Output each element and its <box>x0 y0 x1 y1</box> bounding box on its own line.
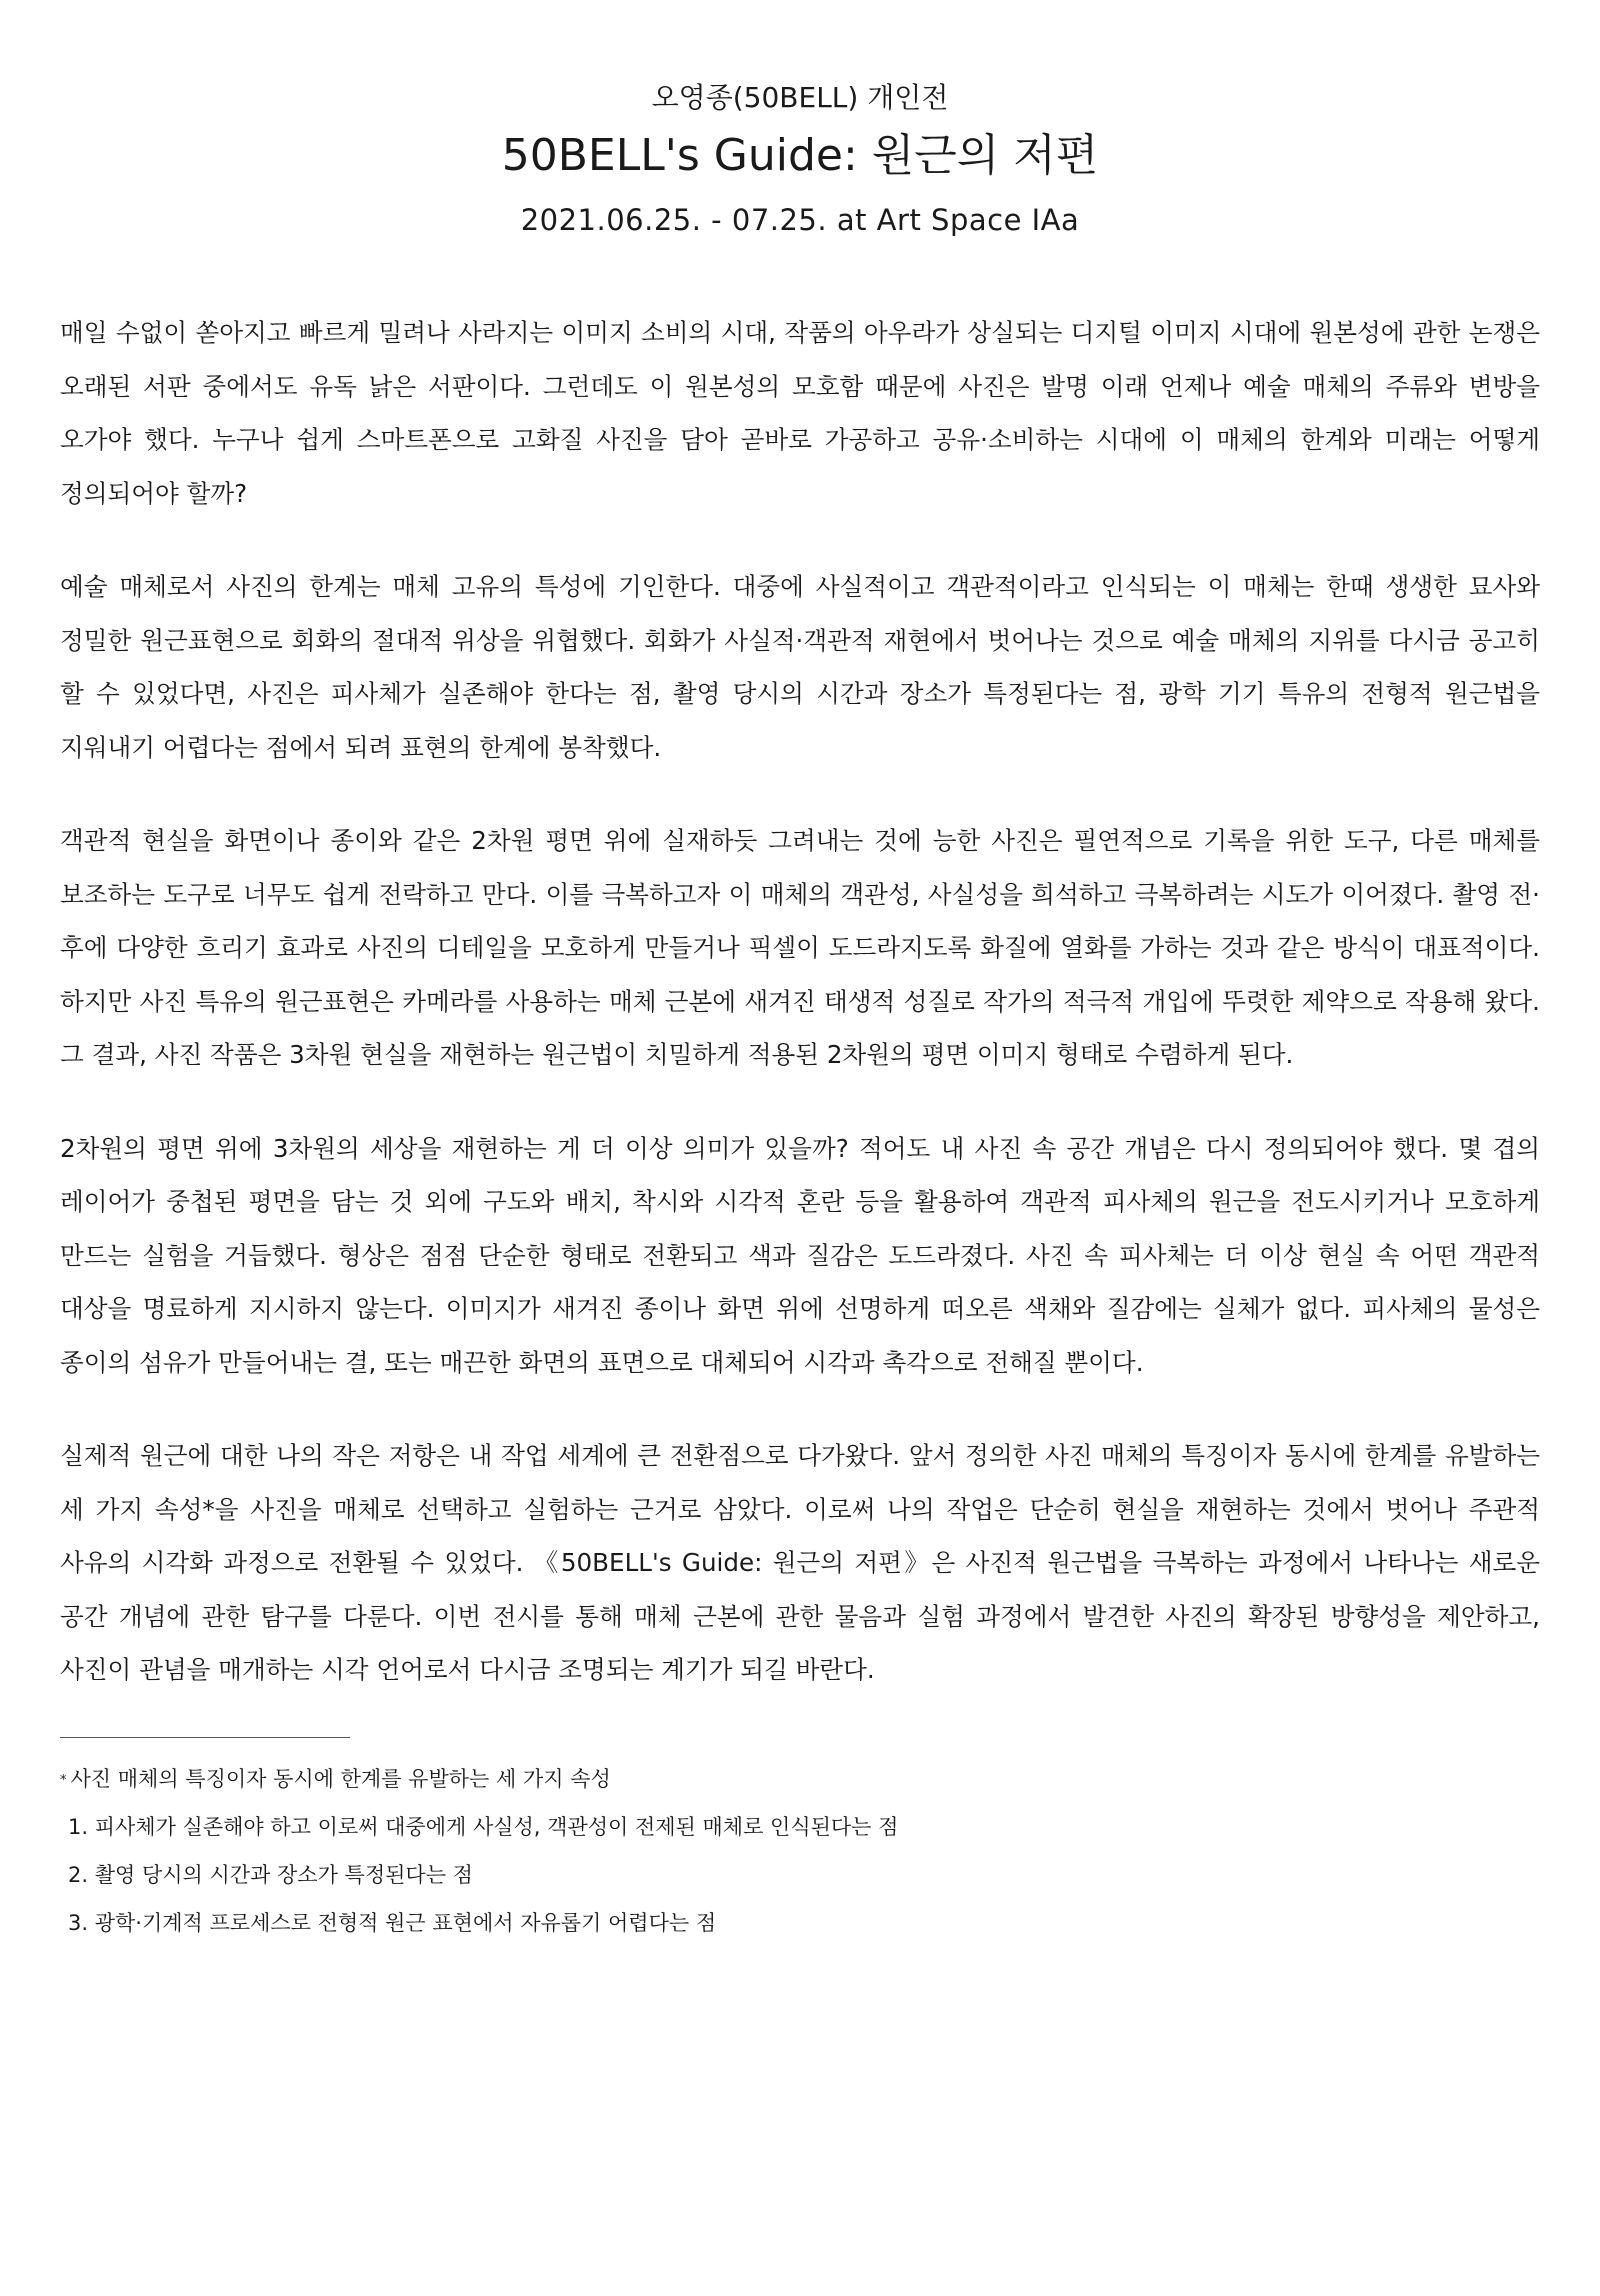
essay-paragraph-4: 2차원의 평면 위에 3차원의 세상을 재현하는 게 더 이상 의미가 있을까? 적어도 내 사진 속 공간 개념은 다시 정의되어야 했다. 몇 겹의 레이어가 중첩된 평면을 담는 것 외에 구도와 배치, 착시와 시각적 혼란 등을 활용하여 객관적 피사체의 원근을 전도시키거나 모호하게 만드는 실험을 거듭했다. 형상은 점점 단순한 형태로 전환되고 색과 질감은 도드라졌다. 사진 속 피사체는 더 이상 현실 속 어떤 객관적 대상을 명료하게 지시하지 않는다. 이미지가 새겨진 종이나 화면 위에 선명하게 떠오른 색채와 질감에는 실체가 없다. 피사체의 물성은 종이의 섬유가 만들어내는 결, 또는 매끈한 화면의 표면으로 대체되어 시각과 촉각으로 전해질 뿐이다. <box>60 1133 1540 1377</box>
footnote-list <box>60 1812 1540 1938</box>
footnote-heading-text: 사진 매체의 특징이자 동시에 한계를 유발하는 세 가지 속성 <box>70 1766 611 1791</box>
footnote-divider <box>60 1737 350 1738</box>
essay-paragraph-1: 매일 수없이 쏟아지고 빠르게 밀려나 사라지는 이미지 소비의 시대, 작품의 아우라가 상실되는 디지털 이미지 시대에 원본성에 관한 논쟁은 오래된 서판 중에서도 유독 낡은 서판이다. 그런데도 이 원본성의 모호함 때문에 사진은 발명 이래 언제나 예술 매체의 주류와 변방을 오가야 했다. 누구나 쉽게 스마트폰으로 고화질 사진을 담아 곧바로 가공하고 공유·소비하는 시대에 이 매체의 한계와 미래는 어떻게 정의되어야 할까? <box>60 318 1540 508</box>
essay-paragraph-2: 예술 매체로서 사진의 한계는 매체 고유의 특성에 기인한다. 대중에 사실적이고 객관적이라고 인식되는 이 매체는 한때 생생한 묘사와 정밀한 원근표현으로 회화의 절대적 위상을 위협했다. 회화가 사실적·객관적 재현에서 벗어나는 것으로 예술 매체의 지위를 다시금 공고히 할 수 있었다면, 사진은 피사체가 실존해야 한다는 점, 촬영 당시의 시간과 장소가 특정된다는 점, 광학 기기 특유의 전형적 원근법을 지워내기 어렵다는 점에서 되려 표현의 한계에 봉착했다. <box>60 572 1540 762</box>
essay-paragraph-5: 실제적 원근에 대한 나의 작은 저항은 내 작업 세계에 큰 전환점으로 다가왔다. 앞서 정의한 사진 매체의 특징이자 동시에 한계를 유발하는 세 가지 속성*을 사진을 매체로 선택하고 실험하는 근거로 삼았다. 이로써 나의 작업은 단순히 현실을 재현하는 것에서 벗어나 주관적 사유의 시각화 과정으로 전환될 수 있었다. 《50BELL's Guide: 원근의 저편》은 사진적 원근법을 극복하는 과정에서 나타나는 새로운 공간 개념에 관한 탐구를 다룬다. 이번 전시를 통해 매체 근본에 관한 물음과 실험 과정에서 발견한 사진의 확장된 방향성을 제안하고, 사진이 관념을 매개하는 시각 언어로서 다시금 조명되는 계기가 되길 바란다. <box>60 1441 1540 1684</box>
footnote-item-1: 1. 피사체가 실존해야 하고 이로써 대중에게 사실성, 객관성이 전제된 매체로 인식된다는 점 <box>68 1814 899 1839</box>
exhibition-subtitle: 오영종(50BELL) 개인전 <box>651 81 949 114</box>
footnote-marker: * <box>60 1772 67 1788</box>
footnote-heading <box>60 1764 1540 1794</box>
footnote-item-3: 3. 광학·기계적 프로세스로 전형적 원근 표현에서 자유롭기 어렵다는 점 <box>68 1910 717 1935</box>
exhibition-title: 50BELL's Guide: 원근의 저편 <box>501 130 1099 181</box>
essay-body <box>60 306 1540 1697</box>
footnote-section <box>60 1737 1540 1938</box>
exhibition-header <box>60 0 1540 240</box>
footnote-item-2: 2. 촬영 당시의 시간과 장소가 특정된다는 점 <box>68 1862 473 1887</box>
essay-paragraph-3: 객관적 현실을 화면이나 종이와 같은 2차원 평면 위에 실재하듯 그려내는 것에 능한 사진은 필연적으로 기록을 위한 도구, 다른 매체를 보조하는 도구로 너무도 쉽게 전락하고 만다. 이를 극복하고자 이 매체의 객관성, 사실성을 희석하고 극복하려는 시도가 이어졌다. 촬영 전·후에 다양한 흐리기 효과로 사진의 디테일을 모호하게 만들거나 픽셀이 도드라지도록 화질에 열화를 가하는 것과 같은 방식이 대표적이다. 하지만 사진 특유의 원근표현은 카메라를 사용하는 매체 근본에 새겨진 태생적 성질로 작가의 적극적 개입에 뚜렷한 제약으로 작용해 왔다. 그 결과, 사진 작품은 3차원 현실을 재현하는 원근법이 치밀하게 적용된 2차원의 평면 이미지 형태로 수렴하게 된다. <box>60 826 1540 1069</box>
exhibition-dates: 2021.06.25. - 07.25. at Art Space IAa <box>520 203 1080 237</box>
